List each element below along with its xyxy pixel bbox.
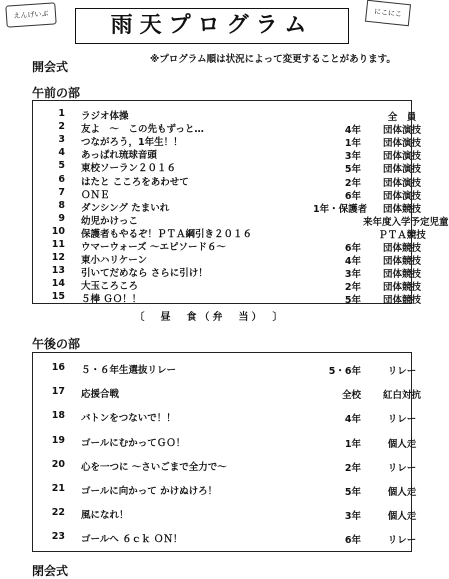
program-category: リレー — [387, 462, 417, 474]
program-row — [33, 502, 417, 523]
program-grade: 6年 — [344, 535, 361, 547]
program-number: 3 — [58, 134, 65, 146]
program-title: はたと こころをあわせて — [81, 176, 189, 188]
program-title: 東小ハリケーン — [81, 255, 148, 267]
program-number: 9 — [58, 212, 65, 224]
program-number: 7 — [58, 186, 65, 198]
program-number: 17 — [51, 386, 65, 398]
program-row — [33, 430, 417, 450]
program-grade: 2年 — [344, 177, 361, 189]
program-grade: 2年 — [344, 462, 361, 474]
program-title: 応援合戦 — [81, 389, 120, 401]
program-row — [33, 526, 417, 547]
program-number: 23 — [51, 531, 65, 543]
program-title: 大玉ころころ — [81, 281, 139, 293]
program-grade: 6年 — [344, 190, 361, 202]
program-title: ５・６年生選抜リレー — [81, 365, 177, 376]
program-category: 紅白対抗 — [382, 390, 421, 402]
program-number: 4 — [58, 147, 65, 159]
program-category: リレー — [387, 366, 417, 377]
program-number: 12 — [51, 252, 65, 264]
program-grade: 6年 — [344, 243, 361, 254]
program-number: 8 — [58, 199, 65, 211]
opening-ceremony-heading: 開会式 — [32, 60, 69, 74]
program-title: 引いてだめなら さらに引け！ — [81, 268, 208, 280]
program-category: 個人走 — [387, 487, 417, 498]
program-title: 保護者もやるぞ！ＰＴＡ綱引き２０１６ — [81, 228, 253, 240]
program-title: ラジオ体操 — [81, 111, 129, 122]
program-grade: 1年・保護者 — [313, 203, 368, 215]
program-number: 1 — [58, 108, 65, 119]
afternoon-program-box — [32, 352, 421, 552]
program-category: 団体演技 — [382, 138, 421, 150]
program-category: 団体演技 — [382, 164, 421, 176]
program-title: ウマーウォーズ ～エピソード６～ — [81, 242, 226, 253]
program-grade: 5・6年 — [328, 366, 361, 377]
afternoon-session-heading: 午後の部 — [32, 337, 81, 351]
lunch-break: 〔 昼 食（弁 当） 〕 — [134, 312, 286, 323]
morning-session-heading: 午前の部 — [32, 86, 81, 100]
program-grade: 3年 — [344, 269, 361, 281]
program-category: 団体競技 — [382, 256, 421, 268]
program-title: ＯＮＥ — [81, 189, 110, 201]
program-number: 20 — [51, 458, 65, 470]
program-row — [33, 454, 417, 474]
program-number: 5 — [58, 160, 65, 172]
program-category: 団体演技 — [382, 125, 421, 137]
program-title: つながろう，1年生！！ — [81, 137, 183, 149]
program-title: ５棒 ＧＯ！！ — [81, 294, 142, 306]
program-grade: 3年 — [344, 151, 361, 163]
program-title: 東校ソーラン２０１６ — [81, 163, 177, 175]
program-title: 幼児かけっこ — [81, 215, 139, 227]
program-category: 団体競技 — [382, 282, 421, 294]
program-grade: 2年 — [344, 282, 361, 294]
program-title: ゴールへ ６ｃｋ ＯＮ！ — [81, 534, 183, 546]
program-number: 2 — [58, 121, 65, 133]
program-number: 16 — [51, 362, 65, 373]
program-category: リレー — [387, 414, 417, 426]
program-title: 友よ ～ この先もずっと… — [81, 124, 204, 136]
program-category: 個人走 — [387, 438, 417, 450]
program-category: リレー — [387, 535, 417, 547]
program-row — [33, 286, 421, 307]
program-category: 個人走 — [387, 511, 417, 523]
program-grade: 1年 — [344, 438, 361, 450]
program-grade: 1年 — [344, 138, 361, 150]
decorative-flag-left: えんげいぶ — [5, 2, 56, 27]
program-category: 団体競技 — [382, 295, 421, 307]
program-grade: 3年 — [344, 511, 361, 523]
schedule-change-note: ※プログラム順は状況によって変更することがあります。 — [150, 54, 396, 65]
program-grade: 4年 — [344, 256, 361, 268]
program-category: 団体競技 — [382, 243, 421, 254]
closing-ceremony-heading: 閉会式 — [32, 564, 69, 578]
program-category: ＰＴＡ競技 — [378, 229, 426, 241]
program-grade: 全校 — [341, 390, 361, 402]
program-category: 来年度入学予定児童 — [363, 216, 449, 228]
program-category: 団体競技 — [382, 203, 421, 215]
program-number: 11 — [51, 239, 65, 250]
program-category: 団体演技 — [382, 177, 421, 189]
program-category: 団体演技 — [382, 151, 421, 163]
program-row — [33, 381, 421, 402]
program-title: ゴールにむかってＧＯ！ — [81, 437, 186, 449]
program-grade: 5年 — [344, 487, 361, 498]
program-number: 13 — [51, 265, 65, 277]
program-number: 18 — [51, 410, 65, 422]
decorative-flag-right: にこにこ — [365, 0, 411, 26]
page-title: 雨天プログラム — [75, 8, 349, 44]
program-category: 団体演技 — [382, 190, 421, 202]
program-title: バトンをつないで！！ — [81, 413, 176, 425]
program-category: 全 員 — [387, 112, 417, 123]
program-number: 21 — [51, 483, 65, 494]
program-row — [33, 478, 417, 498]
program-row — [33, 405, 417, 426]
program-grade: 5年 — [344, 164, 361, 176]
program-title: 風になれ！ — [81, 510, 129, 522]
program-number: 19 — [51, 434, 65, 446]
program-grade: 4年 — [344, 414, 361, 426]
morning-program-box — [32, 100, 449, 307]
program-number: 10 — [51, 225, 65, 237]
program-number: 22 — [51, 507, 65, 519]
program-grade: 5年 — [344, 295, 361, 307]
program-number: 14 — [51, 278, 65, 290]
program-grade: 4年 — [344, 125, 361, 137]
program-number: 6 — [58, 173, 65, 185]
program-title: ダンシング たまいれ — [81, 202, 170, 214]
program-title: 心を一つに ～さいごまで全力で～ — [81, 461, 227, 473]
program-category: 団体競技 — [382, 269, 421, 281]
program-number: 15 — [51, 291, 65, 303]
program-title: ゴールに向かって かけぬけろ！ — [81, 486, 218, 497]
program-row — [33, 357, 417, 377]
program-title: あっぱれ琉球音頭 — [81, 150, 157, 162]
